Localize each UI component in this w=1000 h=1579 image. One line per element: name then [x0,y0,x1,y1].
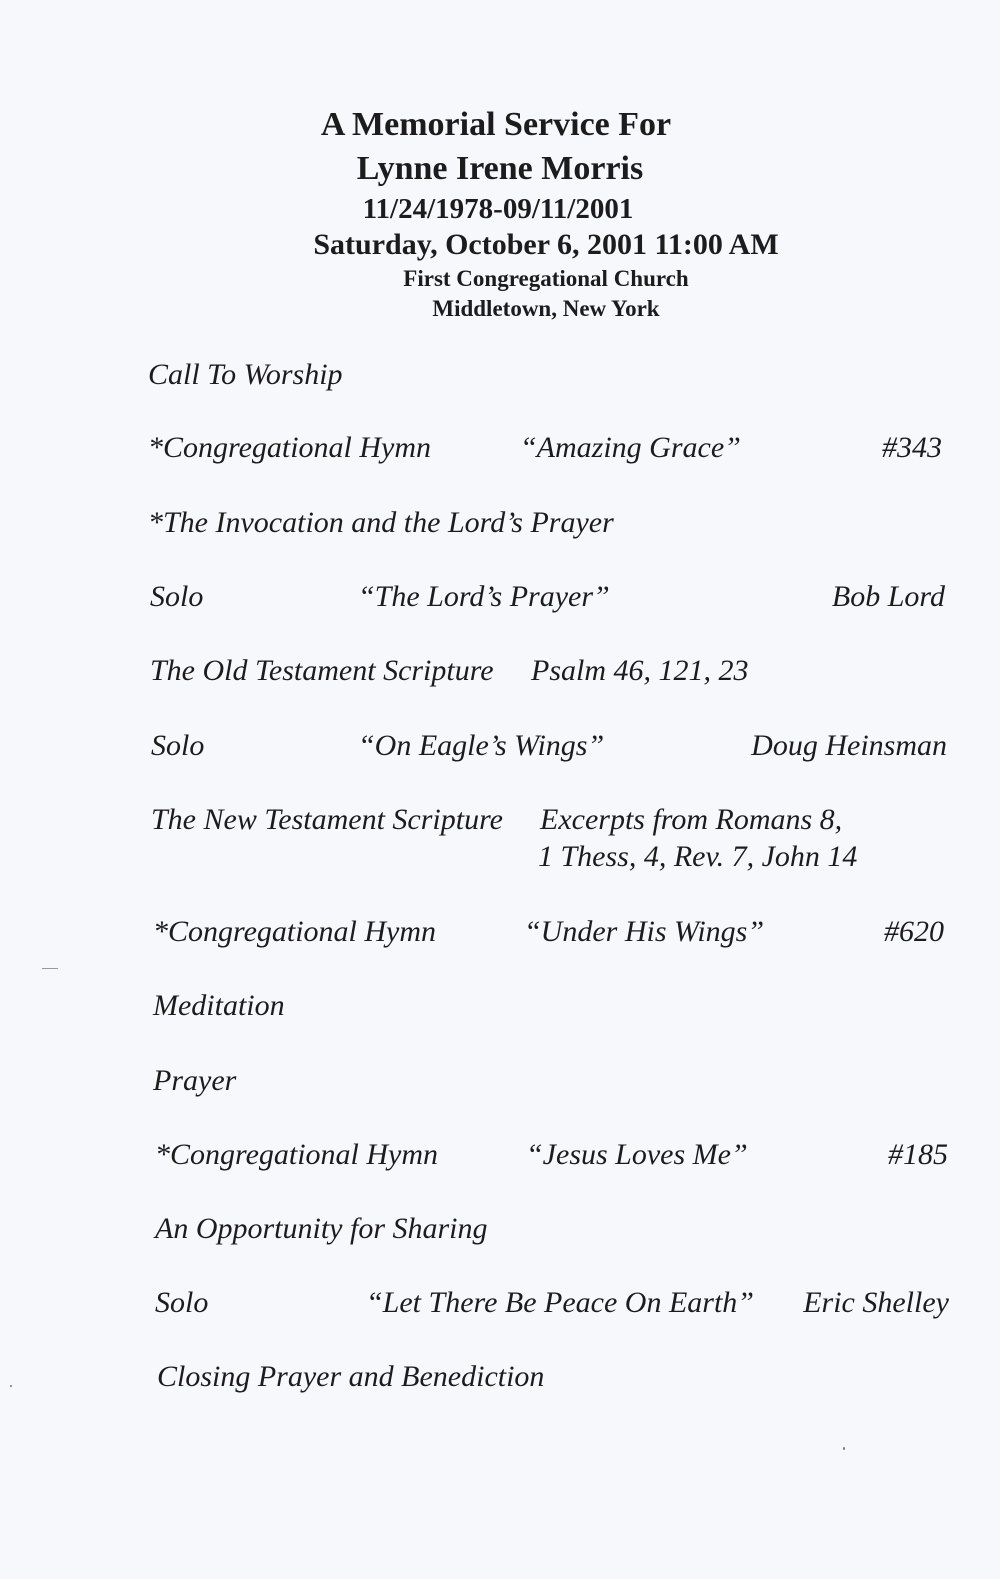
program-item: *The Invocation and the Lord’s Prayer [148,506,614,539]
paper-mark [42,968,58,969]
program-detail: #185 [888,1138,948,1171]
program-title: “Under His Wings” [524,915,765,948]
church-location: Middletown, New York [432,296,660,321]
church-name: First Congregational Church [403,266,689,291]
program-item: *Congregational Hymn [155,1138,439,1171]
program-detail: #620 [884,915,944,948]
program-item: Prayer [153,1064,237,1097]
program-item: Closing Prayer and Benediction [157,1360,545,1393]
program-item: *Congregational Hymn [148,431,432,464]
program-item: Solo [150,580,204,613]
program-item: Call To Worship [148,358,343,391]
program-item: Solo [155,1286,209,1319]
program-detail: Eric Shelley [803,1286,949,1319]
life-dates: 11/24/1978-09/11/2001 [362,193,634,225]
program-item: Meditation [153,989,285,1022]
program-item: An Opportunity for Sharing [155,1212,488,1245]
program-title: “Jesus Loves Me” [526,1138,748,1171]
program-title: “Let There Be Peace On Earth” [366,1286,754,1319]
program-title: Psalm 46, 121, 23 [531,654,749,687]
program-title: “The Lord’s Prayer” [358,580,610,613]
program-detail: Bob Lord [831,580,945,613]
program-detail: #343 [882,431,942,464]
deceased-name: Lynne Irene Morris [356,150,644,187]
program-item: Solo [151,729,205,762]
program-title-continued: 1 Thess, 4, Rev. 7, John 14 [538,840,858,873]
program-item: The New Testament Scripture [151,803,503,836]
program-title: Excerpts from Romans 8, [540,803,843,836]
program-title: “On Eagle’s Wings” [358,729,605,762]
service-time: Saturday, October 6, 2001 11:00 AM [313,228,779,261]
program-item: *Congregational Hymn [153,915,437,948]
paper-speck [843,1447,845,1450]
program-detail: Doug Heinsman [751,729,947,762]
program-title: “Amazing Grace” [520,431,741,464]
service-title: A Memorial Service For [320,106,672,143]
paper-speck [10,1385,12,1387]
program-item: The Old Testament Scripture [150,654,494,687]
